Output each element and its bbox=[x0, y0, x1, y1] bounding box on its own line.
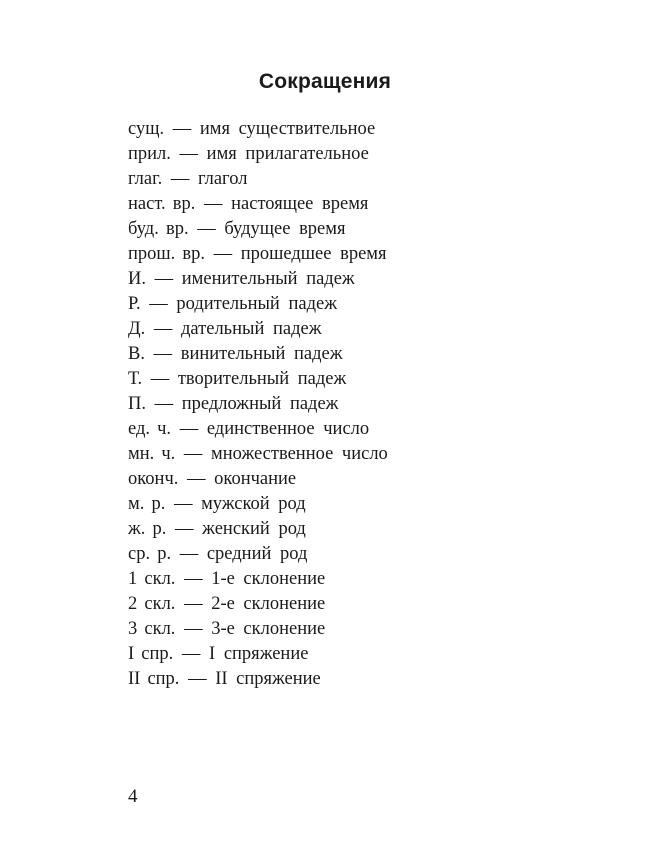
abbreviation-short: мн. ч. bbox=[128, 444, 176, 464]
abbreviation-row bbox=[128, 567, 558, 592]
abbreviation-short: прил. bbox=[128, 144, 171, 164]
em-dash-separator: — bbox=[154, 394, 174, 414]
em-dash-separator: — bbox=[213, 244, 233, 264]
abbreviation-full: окончание bbox=[214, 469, 297, 489]
em-dash-separator: — bbox=[175, 519, 194, 539]
abbreviation-short: II спр. bbox=[128, 669, 180, 689]
em-dash-separator: — bbox=[187, 469, 206, 489]
abbreviation-full: творительный падеж bbox=[177, 369, 347, 389]
abbreviation-short: 3 скл. bbox=[128, 619, 176, 639]
abbreviation-full: средний род bbox=[206, 544, 308, 564]
em-dash-separator: — bbox=[181, 644, 201, 664]
abbreviation-full: именительный падеж bbox=[181, 269, 355, 289]
abbreviation-row bbox=[128, 342, 558, 367]
em-dash-separator: — bbox=[183, 444, 203, 464]
abbreviation-row bbox=[128, 617, 558, 642]
abbreviation-short: ср. р. bbox=[128, 544, 172, 564]
abbreviation-short: I спр. bbox=[128, 644, 174, 664]
em-dash-separator: — bbox=[184, 569, 203, 589]
abbreviation-short: Р. bbox=[128, 294, 141, 314]
abbreviation-full: женский род bbox=[202, 519, 306, 539]
abbreviation-full: родительный падеж bbox=[176, 294, 337, 314]
abbreviation-full: множественное число bbox=[211, 444, 388, 464]
em-dash-separator: — bbox=[184, 619, 203, 639]
abbreviation-short: прош. вр. bbox=[128, 244, 206, 264]
abbreviation-full: имя прилагательное bbox=[206, 144, 369, 164]
abbreviation-row bbox=[128, 667, 558, 692]
em-dash-separator: — bbox=[179, 544, 199, 564]
abbreviation-row bbox=[128, 317, 558, 342]
abbreviation-row bbox=[128, 592, 558, 617]
em-dash-separator: — bbox=[179, 144, 199, 164]
abbreviation-short: В. bbox=[128, 344, 145, 364]
abbreviation-row bbox=[128, 117, 558, 142]
em-dash-separator: — bbox=[204, 194, 223, 214]
em-dash-separator: — bbox=[153, 319, 173, 339]
abbreviation-short: ж. р. bbox=[128, 519, 167, 539]
abbreviation-full: 3-е склонение bbox=[211, 619, 326, 639]
abbreviation-list bbox=[128, 117, 558, 692]
abbreviation-full: прошедшее время bbox=[240, 244, 387, 264]
abbreviation-short: Т. bbox=[128, 369, 143, 389]
abbreviation-full: мужской род bbox=[201, 494, 306, 514]
abbreviation-row bbox=[128, 217, 558, 242]
em-dash-separator: — bbox=[154, 269, 174, 289]
abbreviation-short: П. bbox=[128, 394, 146, 414]
em-dash-separator: — bbox=[149, 294, 168, 314]
abbreviation-full: дательный падеж bbox=[181, 319, 322, 339]
abbreviation-row bbox=[128, 142, 558, 167]
abbreviation-short: И. bbox=[128, 269, 146, 289]
abbreviation-row bbox=[128, 392, 558, 417]
page-number: 4 bbox=[128, 786, 138, 807]
abbreviation-short: глаг. bbox=[128, 169, 163, 189]
abbreviation-full: I спряжение bbox=[209, 644, 309, 664]
abbreviation-row bbox=[128, 292, 558, 317]
abbreviation-row bbox=[128, 542, 558, 567]
abbreviation-row bbox=[128, 417, 558, 442]
abbreviation-short: ед. ч. bbox=[128, 419, 172, 439]
abbreviation-row bbox=[128, 242, 558, 267]
em-dash-separator: — bbox=[179, 419, 199, 439]
abbreviation-short: оконч. bbox=[128, 469, 179, 489]
em-dash-separator: — bbox=[197, 219, 216, 239]
abbreviation-short: 2 скл. bbox=[128, 594, 176, 614]
abbreviation-row bbox=[128, 642, 558, 667]
abbreviation-row bbox=[128, 192, 558, 217]
em-dash-separator: — bbox=[172, 119, 192, 139]
abbreviation-full: единственное число bbox=[206, 419, 370, 439]
abbreviation-row bbox=[128, 167, 558, 192]
abbreviation-full: 1-е склонение bbox=[211, 569, 326, 589]
em-dash-separator: — bbox=[170, 169, 190, 189]
abbreviation-row bbox=[128, 467, 558, 492]
abbreviation-full: предложный падеж bbox=[181, 394, 339, 414]
abbreviation-row bbox=[128, 442, 558, 467]
em-dash-separator: — bbox=[173, 494, 193, 514]
em-dash-separator: — bbox=[153, 344, 173, 364]
abbreviation-row bbox=[128, 517, 558, 542]
abbreviation-row bbox=[128, 267, 558, 292]
abbreviation-short: Д. bbox=[128, 319, 146, 339]
abbreviation-short: м. р. bbox=[128, 494, 166, 514]
em-dash-separator: — bbox=[184, 594, 203, 614]
abbreviation-full: будущее время bbox=[224, 219, 346, 239]
em-dash-separator: — bbox=[150, 369, 170, 389]
abbreviation-full: 2-е склонение bbox=[211, 594, 326, 614]
abbreviation-full: настоящее время bbox=[231, 194, 369, 214]
em-dash-separator: — bbox=[188, 669, 207, 689]
abbreviation-short: буд. вр. bbox=[128, 219, 189, 239]
abbreviation-short: наст. вр. bbox=[128, 194, 196, 214]
abbreviation-row bbox=[128, 367, 558, 392]
abbreviation-full: II спряжение bbox=[215, 669, 321, 689]
abbreviation-short: сущ. bbox=[128, 119, 165, 139]
abbreviation-short: 1 скл. bbox=[128, 569, 176, 589]
abbreviation-full: имя существительное bbox=[199, 119, 376, 139]
page-title: Сокращения bbox=[258, 70, 392, 94]
abbreviation-row bbox=[128, 492, 558, 517]
abbreviation-full: глагол bbox=[197, 169, 248, 189]
abbreviation-full: винительный падеж bbox=[180, 344, 343, 364]
